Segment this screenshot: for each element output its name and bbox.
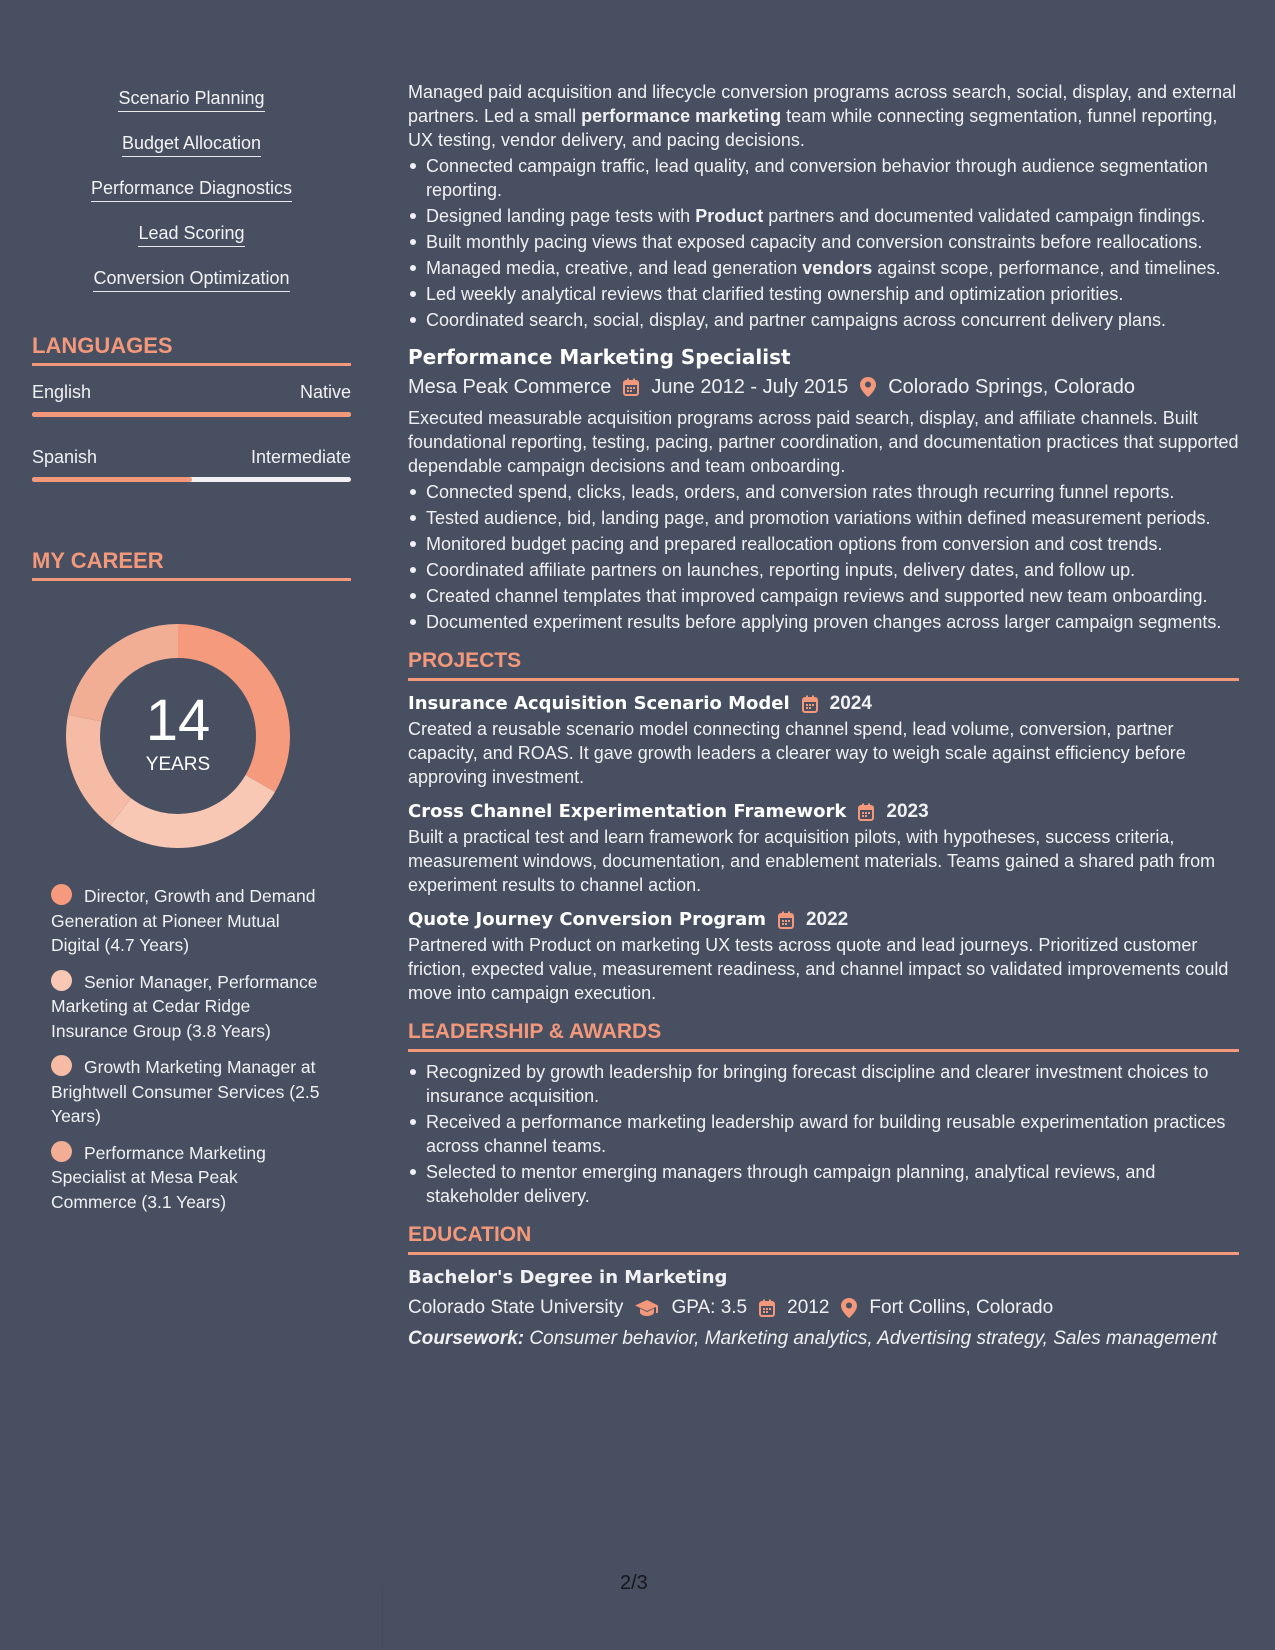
experience-summary: Managed paid acquisition and lifecycle conversion programs across search, social, display, and external partners. Led a small performance marketing team while connecting segmentation, funnel reporting, UX testing, vendor delivery, and pacing decisions. (408, 82, 1237, 150)
career-legend-item (51, 884, 322, 958)
language-item (32, 380, 351, 417)
bullet-item: Connected spend, clicks, leads, orders, and conversion rates through recurring funnel reports. (408, 480, 1239, 504)
bullet-item: Tested audience, bid, landing page, and promotion variations within defined measurement periods. (408, 506, 1239, 530)
calendar-icon (858, 803, 874, 821)
gpa: GPA: 3.5 (671, 1297, 748, 1318)
skill-item: Scenario Planning (118, 86, 264, 112)
project-year: 2022 (805, 909, 849, 930)
career-legend-text: Senior Manager, Performance Marketing at Cedar Ridge Insurance Group (3.8 Years) (51, 971, 318, 1041)
language-level: Intermediate (250, 447, 351, 467)
legend-dot (51, 1055, 72, 1076)
skill-item: Lead Scoring (138, 221, 244, 247)
bullet-item: Received a performance marketing leadership award for building reusable experimentation practices across channel teams. (408, 1110, 1239, 1158)
legend-dot (51, 1141, 72, 1162)
career-legend-item (51, 1141, 322, 1215)
job-title: Performance Marketing Specialist (408, 345, 791, 369)
skills-list (32, 86, 351, 311)
bullet-item: Documented experiment results before applying proven changes across larger campaign segments. (408, 610, 1239, 634)
education-meta (408, 1295, 1239, 1321)
languages-heading: LANGUAGES (32, 333, 351, 366)
career-years-label: YEARS (145, 754, 211, 775)
education-heading: EDUCATION (408, 1222, 1239, 1255)
language-item (32, 445, 351, 482)
job-dates: June 2012 - July 2015 (651, 376, 849, 398)
career-legend-item (51, 1055, 322, 1129)
school-name: Colorado State University (408, 1297, 624, 1318)
project-title: Cross Channel Experimentation Framework (408, 801, 847, 822)
language-name: English (32, 382, 92, 402)
graduation-year: 2012 (787, 1297, 830, 1318)
legend-dot (51, 884, 72, 905)
project-title: Insurance Acquisition Scenario Model (408, 693, 790, 714)
bullet-item: Created channel templates that improved campaign reviews and supported new team onboarding. (408, 584, 1239, 608)
job-meta (408, 374, 1239, 400)
project-item (408, 691, 1239, 789)
legend-dot (51, 970, 72, 991)
calendar-icon (778, 911, 794, 929)
column-divider (382, 1590, 383, 1650)
project-description: Partnered with Product on marketing UX tests across quote and lead journeys. Prioritized customer friction, expected value, measurement readiness, and channel impact so validated improvements could move into campaign execution. (408, 935, 1229, 1003)
bullet-item: Led weekly analytical reviews that clarified testing ownership and optimization priorities. (408, 282, 1239, 306)
bullet-item: Coordinated search, social, display, and partner campaigns across concurrent delivery plans. (408, 308, 1239, 332)
bullet-item: Monitored budget pacing and prepared reallocation options from conversion and cost trends. (408, 532, 1239, 556)
language-proficiency-fill (32, 412, 351, 417)
job-company: Mesa Peak Commerce (408, 376, 612, 398)
language-proficiency-bar (32, 477, 351, 482)
calendar-icon (802, 695, 818, 713)
bullet-item: Recognized by growth leadership for bringing forecast discipline and clearer investment choices to insurance acquisition. (408, 1060, 1239, 1108)
project-description: Built a practical test and learn framework for acquisition pilots, with hypotheses, success criteria, measurement windows, documentation, and enablement materials. Teams gained a shared path from experiment results to channel action. (408, 827, 1216, 895)
bullet-item: Coordinated affiliate partners on launches, reporting inputs, delivery dates, and follow up. (408, 558, 1239, 582)
sidebar (32, 86, 351, 1226)
project-description: Created a reusable scenario model connecting channel spend, lead volume, conversion, partner capacity, and ROAS. It gave growth leaders a clearer way to weigh scale against efficiency before approving investment. (408, 719, 1186, 787)
project-item (408, 799, 1239, 897)
location-pin-icon (841, 1298, 857, 1318)
languages-section (32, 333, 351, 482)
leadership-heading: LEADERSHIP & AWARDS (408, 1019, 1239, 1052)
language-name: Spanish (32, 447, 98, 467)
project-item (408, 907, 1239, 1005)
career-section (32, 548, 351, 1214)
job-location: Colorado Springs, Colorado (888, 376, 1136, 398)
job-bullets (408, 480, 1239, 634)
job-summary: Executed measurable acquisition programs across paid search, display, and affiliate channels. Built foundational reporting, testing, pacing, partner coordination, and documentation practices that supported dependable campaign decisions and team onboarding. (408, 408, 1239, 476)
calendar-icon (759, 1299, 775, 1317)
graduation-cap-icon (635, 1299, 659, 1317)
bullet-item: Connected campaign traffic, lead quality, and conversion behavior through audience segmentation reporting. (408, 154, 1239, 202)
skill-item: Performance Diagnostics (91, 176, 292, 202)
career-heading: MY CAREER (32, 548, 351, 581)
project-year: 2024 (829, 693, 872, 714)
bullet-item: Designed landing page tests with Product partners and documented validated campaign findings. (408, 204, 1239, 228)
skill-item: Budget Allocation (122, 131, 261, 157)
career-total-years: 14 (145, 688, 211, 753)
main-column (408, 80, 1239, 1351)
language-proficiency-fill (32, 477, 192, 482)
leadership-bullets (408, 1060, 1239, 1208)
career-donut-chart (63, 621, 293, 851)
career-legend (32, 884, 322, 1214)
career-legend-text: Performance Marketing Specialist at Mesa Peak Commerce (3.1 Years) (51, 1142, 266, 1212)
language-level: Native (299, 382, 351, 402)
location-pin-icon (860, 377, 876, 397)
bullet-item: Selected to mentor emerging managers through campaign planning, analytical reviews, and stakeholder delivery. (408, 1160, 1239, 1208)
bullet-item: Managed media, creative, and lead generation vendors against scope, performance, and timelines. (408, 256, 1239, 280)
project-year: 2023 (886, 801, 929, 822)
degree-title: Bachelor's Degree in Marketing (408, 1267, 728, 1288)
education-location: Fort Collins, Colorado (869, 1297, 1054, 1318)
language-proficiency-bar (32, 412, 351, 417)
project-title: Quote Journey Conversion Program (408, 909, 766, 930)
experience-bullets (408, 154, 1239, 332)
bullet-item: Built monthly pacing views that exposed capacity and conversion constraints before reallocations. (408, 230, 1239, 254)
skill-item: Conversion Optimization (93, 266, 289, 292)
projects-heading: PROJECTS (408, 648, 1239, 681)
calendar-icon (623, 378, 639, 396)
page-number: 2/3 (620, 1572, 648, 1594)
career-legend-item (51, 970, 322, 1044)
career-legend-text: Growth Marketing Manager at Brightwell Consumer Services (2.5 Years) (51, 1057, 320, 1126)
career-legend-text: Director, Growth and Demand Generation at Pioneer Mutual Digital (4.7 Years) (51, 886, 316, 955)
coursework: Coursework: Consumer behavior, Marketing analytics, Advertising strategy, Sales management (408, 1328, 1217, 1349)
